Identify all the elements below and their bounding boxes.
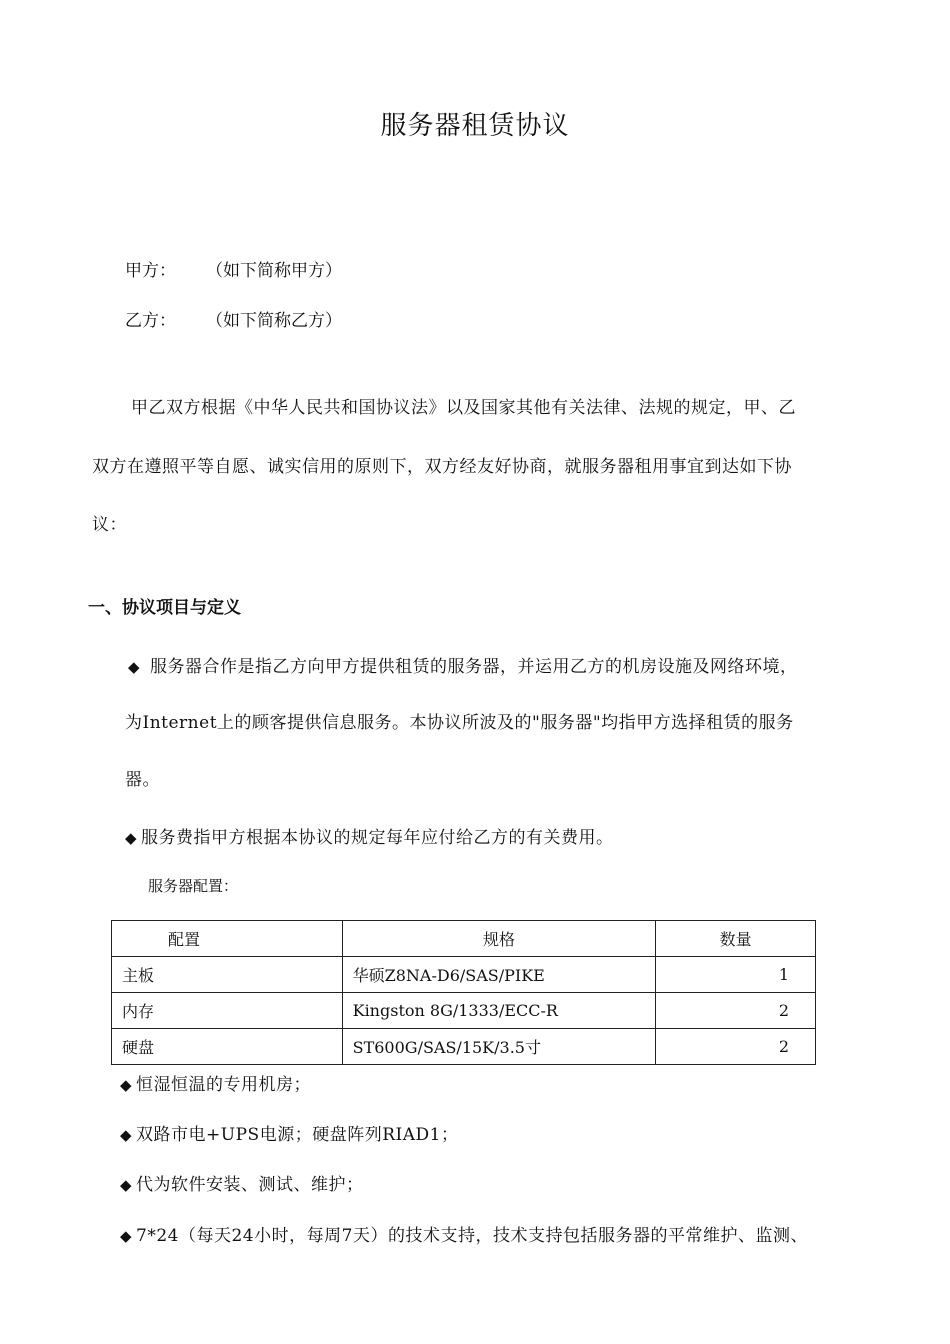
cell-quantity: 1 xyxy=(656,957,816,993)
party-a-note: （如下简称甲方） xyxy=(206,261,342,281)
cell-spec: Kingston 8G/1333/ECC-R xyxy=(342,993,656,1029)
cell-quantity: 2 xyxy=(656,993,816,1029)
intro-line-3: 议： xyxy=(92,515,127,535)
definition-1-text: 服务器合作是指乙方向甲方提供租赁的服务器，并运用乙方的机房设施及网络环境， xyxy=(149,657,798,677)
bullet-text: 恒湿恒温的专用机房； xyxy=(136,1075,312,1095)
cell-quantity: 2 xyxy=(656,1029,816,1065)
table-header-row xyxy=(112,921,816,957)
bullet-item xyxy=(120,1170,364,1195)
intro-line-2: 双方在遵照平等自愿、诚实信用的原则下，双方经友好协商，就服务器租用事宜到达如下协 xyxy=(92,457,792,477)
definition-2 xyxy=(125,823,614,848)
diamond-bullet-icon: ◆ xyxy=(128,658,141,676)
cell-config: 硬盘 xyxy=(112,1029,343,1065)
page-title: 服务器租赁协议 xyxy=(380,111,570,141)
cell-spec: ST600G/SAS/15K/3.5寸 xyxy=(342,1029,656,1065)
definition-1-line-3: 器。 xyxy=(125,770,160,790)
definition-1-line-1 xyxy=(128,652,797,677)
config-label: 服务器配置： xyxy=(148,877,239,895)
bullet-item xyxy=(120,1070,311,1095)
cell-config: 主板 xyxy=(112,957,343,993)
cell-config: 内存 xyxy=(112,993,343,1029)
header-spec: 规格 xyxy=(342,921,656,957)
party-a-label: 甲方： xyxy=(125,261,176,281)
table-row xyxy=(112,957,816,993)
diamond-bullet-icon: ◆ xyxy=(120,1076,133,1094)
party-b-label: 乙方： xyxy=(125,311,176,331)
header-config: 配置 xyxy=(112,921,343,957)
bullet-text: 代为软件安装、测试、维护； xyxy=(136,1175,364,1195)
diamond-bullet-icon: ◆ xyxy=(125,829,138,847)
bullet-item xyxy=(120,1221,808,1246)
section-1-heading: 一、协议项目与定义 xyxy=(88,598,241,618)
cell-spec: 华硕Z8NA-D6/SAS/PIKE xyxy=(342,957,656,993)
bullet-text: 7*24（每天24小时，每周7天）的技术支持，技术支持包括服务器的平常维护、监测、 xyxy=(136,1226,808,1246)
header-quantity: 数量 xyxy=(656,921,816,957)
intro-line-1: 甲乙双方根据《中华人民共和国协议法》以及国家其他有关法律、法规的规定，甲、乙 xyxy=(131,398,796,418)
diamond-bullet-icon: ◆ xyxy=(120,1176,133,1194)
definition-2-text: 服务费指甲方根据本协议的规定每年应付给乙方的有关费用。 xyxy=(141,828,614,848)
definition-1-line-2: 为Internet上的顾客提供信息服务。本协议所波及的"服务器"均指甲方选择租赁的服务 xyxy=(125,713,794,733)
bullet-text: 双路市电+UPS电源；硬盘阵列RIAD1； xyxy=(136,1125,459,1145)
party-a-line xyxy=(125,256,342,281)
party-b-note: （如下简称乙方） xyxy=(206,311,342,331)
server-config-table xyxy=(111,920,816,1065)
diamond-bullet-icon: ◆ xyxy=(120,1227,133,1245)
table-row xyxy=(112,993,816,1029)
bullet-item xyxy=(120,1120,458,1145)
table-row xyxy=(112,1029,816,1065)
party-b-line xyxy=(125,306,342,331)
diamond-bullet-icon: ◆ xyxy=(120,1126,133,1144)
